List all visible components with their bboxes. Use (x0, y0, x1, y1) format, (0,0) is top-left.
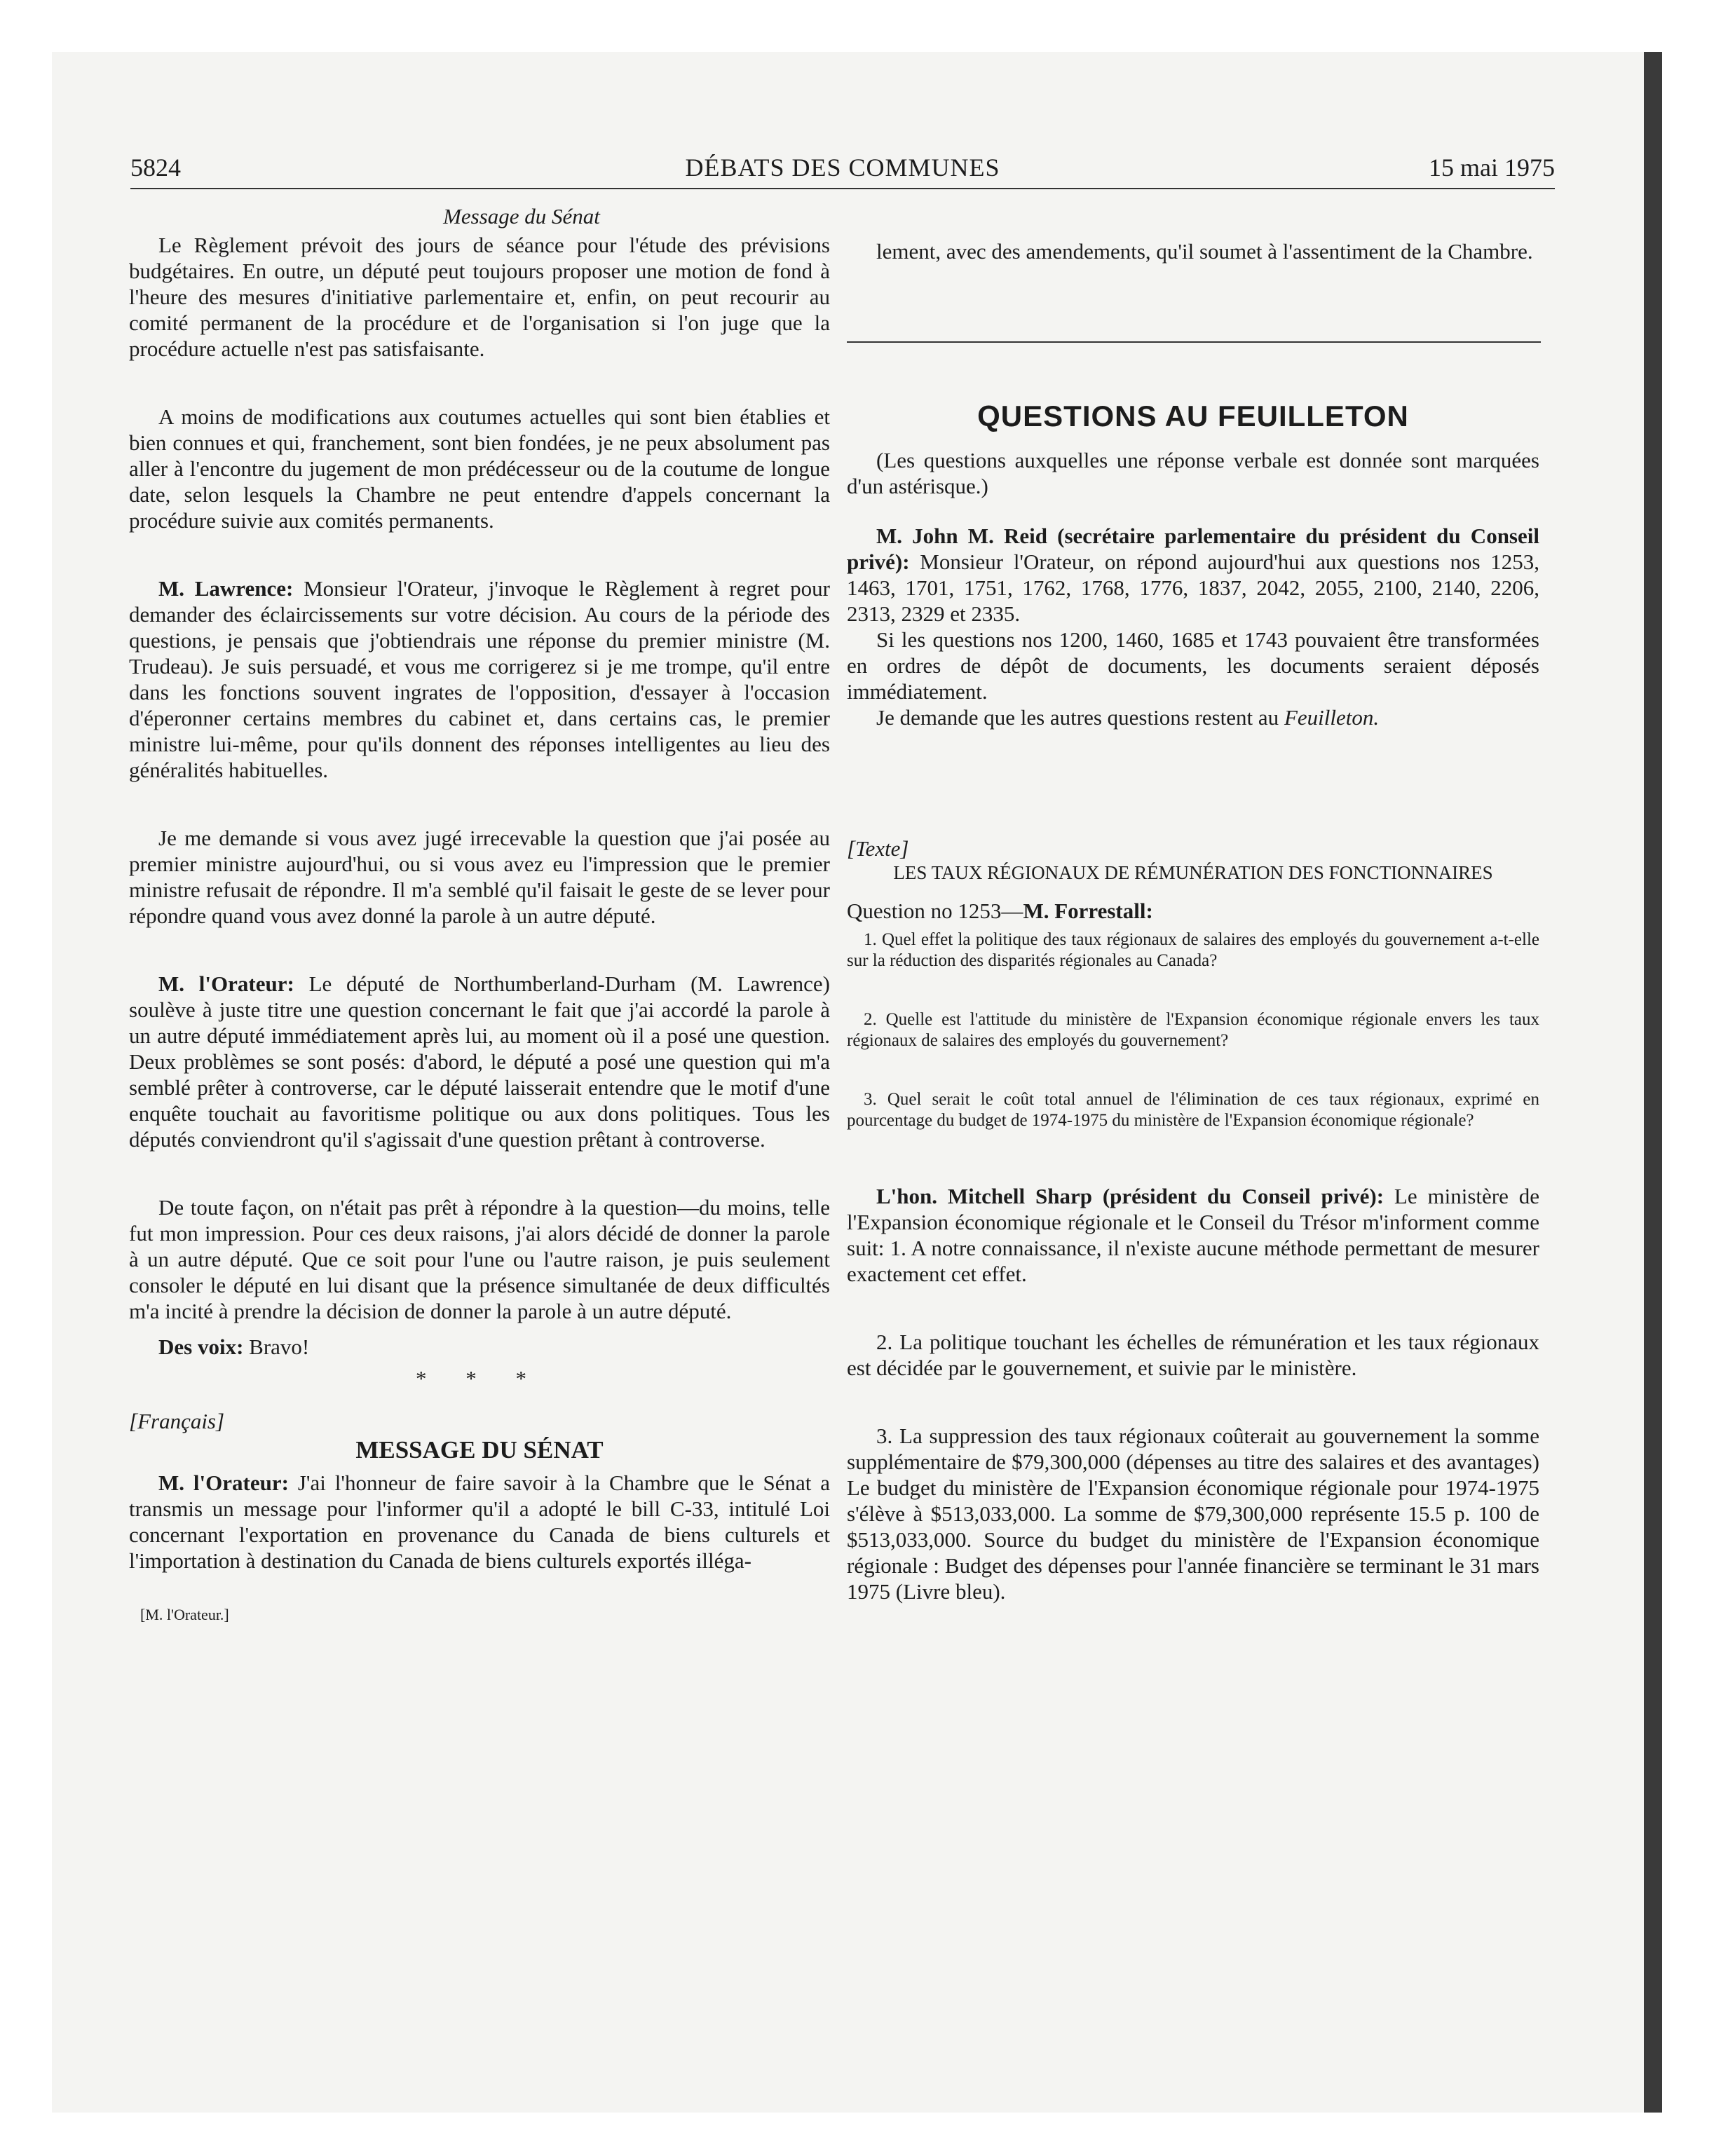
publication-title: DÉBATS DES COMMUNES (685, 153, 1000, 182)
speaker-name: M. l'Orateur: (158, 1471, 289, 1495)
speech-text: J'ai l'honneur de faire savoir à la Chambre que le Sénat a transmis un message pour l'informer qu'il a adopté le bill C-33, intitulé Loi concernant l'exportation en provenance du Canada de biens culturels et l'importation à destination du Canada de biens culturels exportés illéga- (129, 1471, 831, 1573)
section-separator: * * * (416, 1366, 543, 1391)
speaker-name: Des voix: (158, 1335, 244, 1359)
speech-text: Monsieur l'Orateur, j'invoque le Règlement à regret pour demander des éclaircissements sur votre décision. Au cours de la période des questions, je pensais que j'obtiendrais une réponse du premier ministre (M. Trudeau). Je suis persuadé, et vous me corrigerez si je me trompe, qu'il entre dans les fonctions souvent ingrates de l'opposition, d'essayer à l'occasion d'éperonner certains membres du cabinet et, dans certains cas, le premier ministre lui-même, pour qu'ils donnent des réponses intelligentes au lieu des généralités habituelles. (129, 576, 830, 782)
section-heading: MESSAGE DU SÉNAT (355, 1436, 604, 1464)
section-subtitle: Message du Sénat (443, 204, 600, 228)
speaker-name: M. l'Orateur: (158, 971, 294, 996)
paragraph-text: Je demande que les autres questions restent au (876, 705, 1284, 730)
speech-paragraph (129, 971, 830, 1152)
question-number: Question no 1253— (847, 899, 1023, 923)
question-item: 3. Quel serait le coût total annuel de l'élimination de ces taux régionaux, exprimé en pourcentage du budget de 1974-1975 du ministère de l'Expansion économique régionale? (847, 1090, 1539, 1130)
answer-text: Le ministère de l'Expansion économique régionale et le Conseil du Trésor m'informent comme suit: 1. A notre connaissance, il n'existe aucune méthode permettant de mesurer exactement cet effet. (847, 1184, 1540, 1286)
answer-paragraph: 3. La suppression des taux régionaux coûterait au gouvernement la somme supplémentaire de $79,300,000 (dépenses au titre des salaires et des avantages) Le budget du ministère de l'Expansion économique régionale pour 1974-1975 s'élève à $513,033,000. La somme de $79,300,000 représente 15.5 p. 100 de $513,033,000. Source du budget du ministère de l'Expansion économique régionale : Budget des dépenses pour l'année financière se terminant le 31 mars 1975 (Livre bleu). (847, 1424, 1539, 1604)
left-column (129, 203, 830, 1628)
running-header (130, 153, 1555, 189)
feuilleton-word: Feuilleton. (1284, 705, 1380, 730)
scan-edge (1644, 52, 1662, 2113)
speaker-name: M. Lawrence: (158, 576, 294, 601)
speech-paragraph (129, 1470, 830, 1574)
speaker-name: L'hon. Mitchell Sharp (président du Conseil privé): (876, 1184, 1384, 1208)
paragraph: De toute façon, on n'était pas prêt à répondre à la question—du moins, telle fut mon impression. Pour ces deux raisons, j'ai alors décidé de donner la parole à un autre député. Que ce soit pour l'une ou l'autre raison, je puis seulement consoler le député en lui disant que la présence simultanée de deux difficultés m'a incité à prendre la décision de donner la parole à un autre député. (129, 1195, 830, 1323)
paragraph (847, 704, 1539, 730)
answer-paragraph (847, 1183, 1539, 1287)
question-title (847, 898, 1539, 924)
speech-text: Bravo! (243, 1335, 310, 1359)
speech-paragraph (129, 575, 830, 783)
speech-paragraph (129, 1334, 830, 1360)
procedure-note: (Les questions auxquelles une réponse verbale est donnée sont marquées d'un astérisque.) (847, 448, 1539, 498)
paragraph: Le Règlement prévoit des jours de séance pour l'étude des prévisions budgétaires. En outre, un député peut toujours proposer une motion de fond à l'heure des mesures d'initiative parlementaire et, enfin, on peut recourir au comité permanent de la procédure et de l'organisation si l'on juge que la procédure actuelle n'est pas satisfaisante. (129, 233, 830, 361)
paragraph: lement, avec des amendements, qu'il soumet à l'assentiment de la Chambre. (876, 239, 1533, 264)
language-tag: [Texte] (847, 836, 909, 861)
speech-text: Le député de Northumberland-Durham (M. Lawrence) soulève à juste titre une question concernant le fait que j'ai accordé la parole à un autre député immédiatement après lui, au moment où il a posé une question. Deux problèmes se sont posés: d'abord, le député a posé une question qui m'a semblé prêter à controverse, car le député laisserait entendre que le motif d'une enquête touchait au favoritisme politique ou aux dons politiques. Tous les députés conviendront qu'il s'agissait d'une question prêtant à controverse. (129, 971, 830, 1152)
paragraph: A moins de modifications aux coutumes actuelles qui sont bien établies et bien connues et qui, franchement, sont bien fondées, je ne peux absolument pas aller à l'encontre du jugement de mon prédécesseur ou de la coutume de longue date, selon lesquels la Chambre ne peut entendre d'appels concernant la procédure suivie aux comités permanents. (129, 404, 830, 533)
question-item: 1. Quel effet la politique des taux régionaux de salaires des employés du gouvernement a-t-elle sur la réduction des disparités régionales au Canada? (847, 930, 1539, 970)
paragraph: Je me demande si vous avez jugé irrecevable la question que j'ai posée au premier ministre aujourd'hui, ou si vous avez eu l'impression que le premier ministre refusait de répondre. Il m'a semblé qu'il faisait le geste de se lever pour répondre quand vous avez donné la parole à un autre député. (129, 826, 830, 928)
continuation-note: [M. l'Orateur.] (140, 1606, 229, 1623)
speech-paragraph (847, 523, 1539, 627)
subheading: LES TAUX RÉGIONAUX DE RÉMUNÉRATION DES FONCTIONNAIRES (893, 862, 1493, 883)
answer-paragraph: 2. La politique touchant les échelles de rémunération et les taux régionaux est décidée par le gouvernement, et suivie par le ministère. (847, 1330, 1539, 1380)
section-heading: QUESTIONS AU FEUILLETON (977, 400, 1409, 432)
issue-date: 15 mai 1975 (1429, 153, 1555, 182)
question-item: 2. Quelle est l'attitude du ministère de l'Expansion économique régionale envers les taux régionaux de salaires des employés du gouvernement? (847, 1010, 1539, 1050)
question-author: M. Forrestall: (1023, 899, 1153, 923)
speaker-name: M. John M. Reid (secrétaire parlementaire du président du Conseil privé): (847, 524, 1539, 574)
right-column (847, 203, 1539, 1604)
paragraph: Si les questions nos 1200, 1460, 1685 et 1743 pouvaient être transformées en ordres de dépôt de documents, les documents seraient déposés immédiatement. (847, 627, 1539, 704)
speech-text: Monsieur l'Orateur, on répond aujourd'hui aux questions nos 1253, 1463, 1701, 1751, 1762, 1768, 1776, 1837, 2042, 2055, 2100, 2140, 2206, 2313, 2329 et 2335. (847, 550, 1539, 626)
language-tag: [Français] (129, 1409, 225, 1433)
page-number: 5824 (130, 153, 181, 182)
